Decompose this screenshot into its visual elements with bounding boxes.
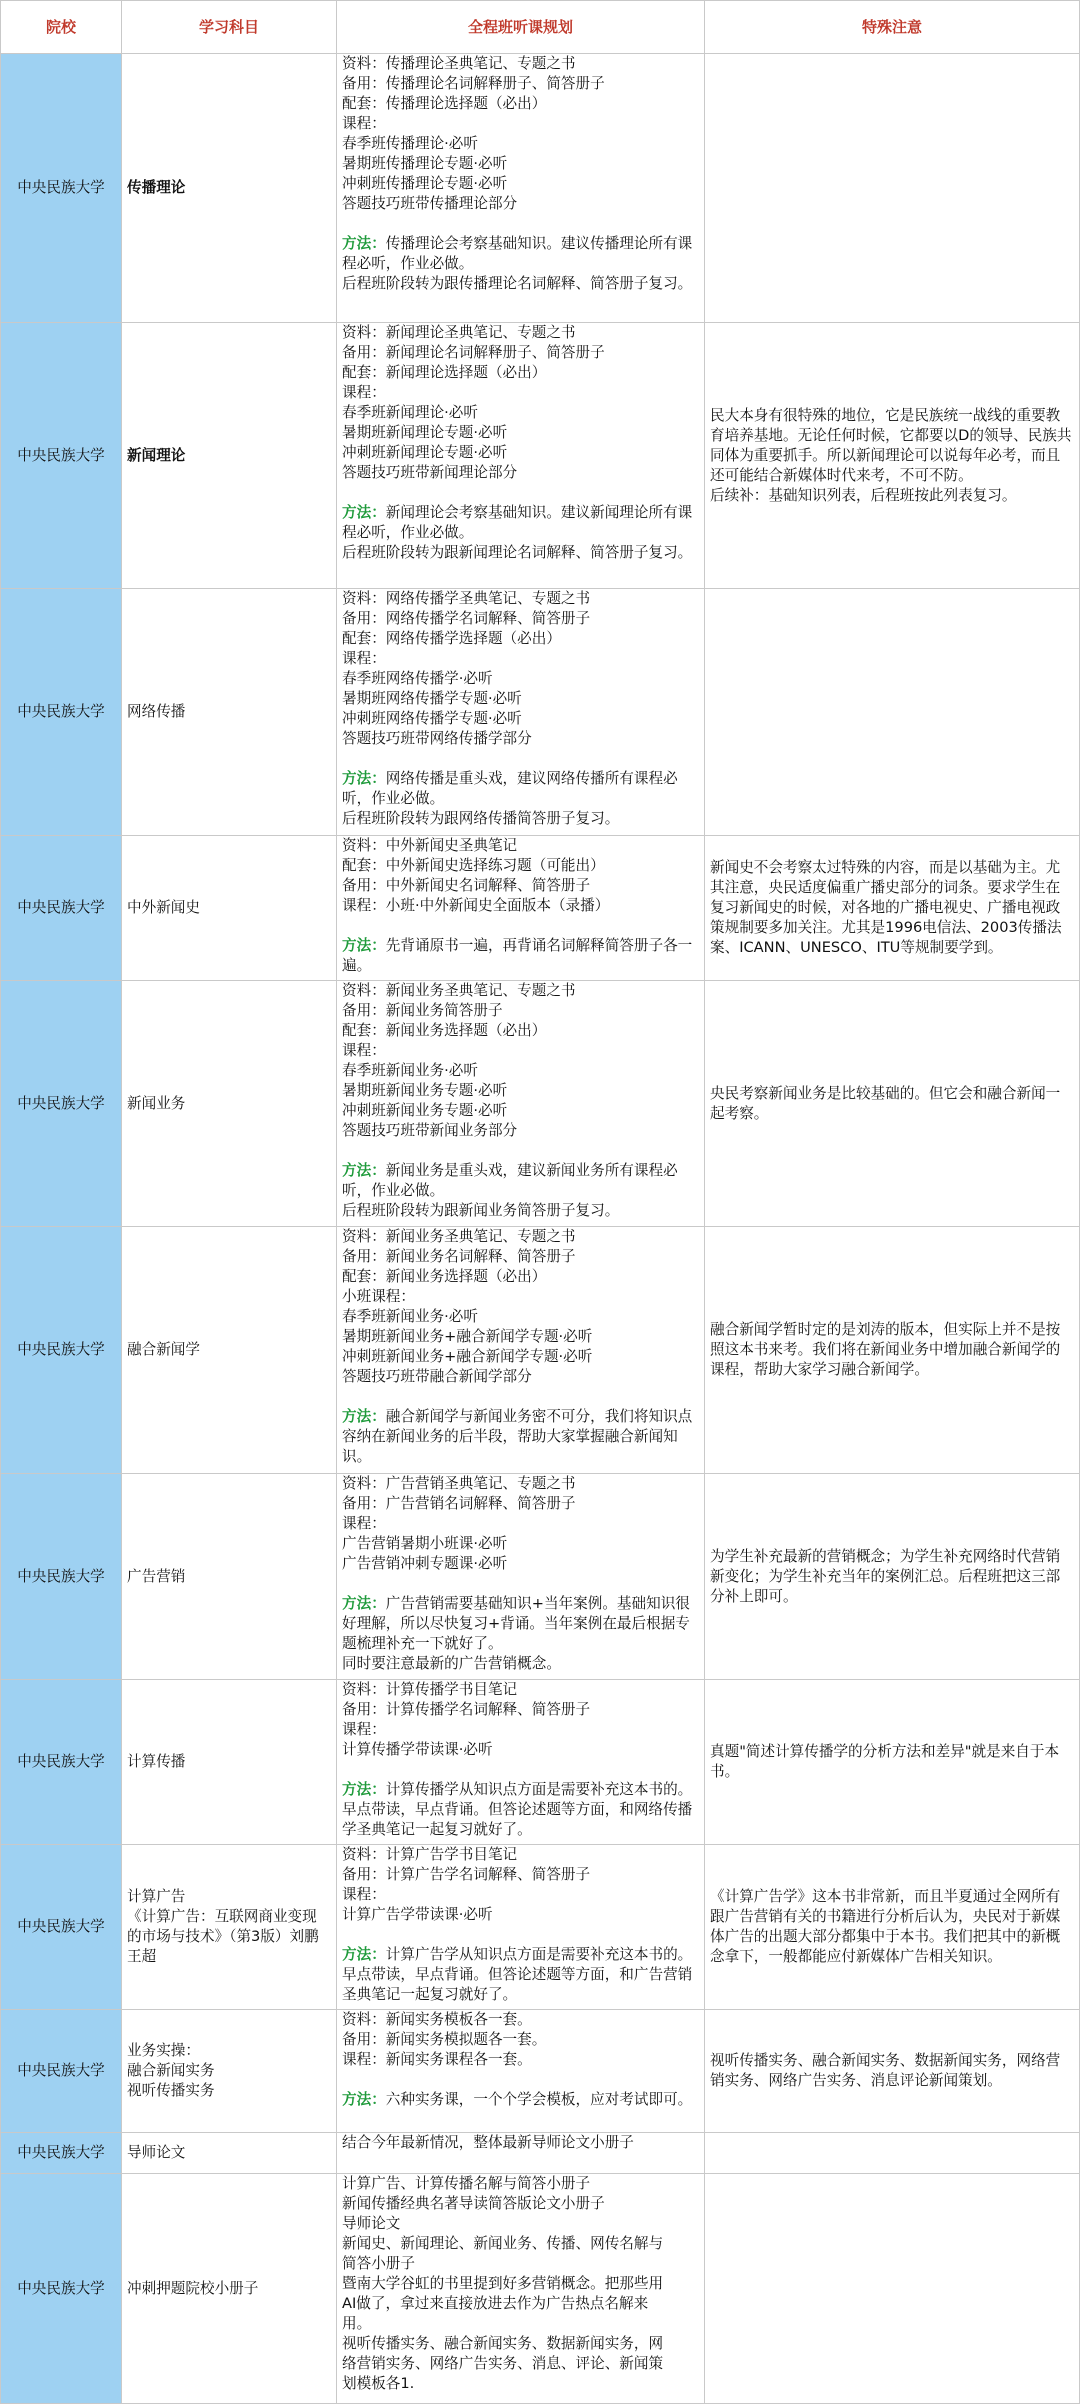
- table-row: [1, 836, 1080, 981]
- plan-line: 简答小册子: [342, 2255, 415, 2272]
- plan-line: 划模板各1.: [342, 2375, 415, 2392]
- plan-line: 暨南大学谷虹的书里提到好多营销概念。把那些用: [342, 2275, 664, 2292]
- plan-gap: [342, 1574, 699, 1594]
- note-cell: 为学生补充最新的营销概念；为学生补充网络时代营销新变化；为学生补充当年的案例汇总。后程班把这三部分补上即可。: [705, 1474, 1080, 1680]
- plan-gap: [342, 916, 699, 936]
- note-cell: 真题"简述计算传播学的分析方法和差异"就是来自于本书。: [705, 1680, 1080, 1845]
- subject-cell: 广告营销: [122, 1474, 337, 1680]
- subject-cell: 网络传播: [122, 589, 337, 836]
- table-row: [1, 54, 1080, 323]
- table-row: [1, 1845, 1080, 2010]
- method-label: 方法：: [342, 937, 386, 954]
- method-text: 方法：传播理论会考察基础知识。建议传播理论所有课程必听，作业必做。 后程班阶段转为跟传播理论名词解释、简答册子复习。: [342, 235, 693, 292]
- plan-gap: [342, 2070, 699, 2090]
- table-row: [1, 2010, 1080, 2133]
- note-cell: 视听传播实务、融合新闻实务、数据新闻实务，网络营销实务、网络广告实务、消息评论新闻策划。: [705, 2010, 1080, 2133]
- plan-line: 备用：网络传播学名词解释、简答册子: [342, 610, 591, 627]
- plan-line: 春季班新闻业务·必听: [342, 1062, 478, 1079]
- method-text: 方法：广告营销需要基础知识+当年案例。基础知识很好理解，所以尽快复习+背诵。当年案例在最后根据专题梳理补充一下就好了。 同时要注意最新的广告营销概念。: [342, 1595, 690, 1672]
- plan-line: 用。: [342, 2315, 372, 2332]
- plan-line: 配套：网络传播学选择题（必出）: [342, 630, 561, 647]
- note-cell: 《计算广告学》这本书非常新，而且半夏通过全网所有跟广告营销有关的书籍进行分析后认为，央民对于新媒体广告的出题大部分都集中于本书。我们把其中的新概念拿下，一般都能应付新媒体广告相关知识。: [705, 1845, 1080, 2010]
- plan-line: 资料：网络传播学圣典笔记、专题之书: [342, 590, 591, 607]
- plan-line: 备用：传播理论名词解释册子、简答册子: [342, 75, 605, 92]
- plan-cell: [337, 1845, 705, 2010]
- plan-line: 春季班新闻业务·必听: [342, 1308, 478, 1325]
- subject-cell: 新闻理论: [122, 323, 337, 589]
- plan-gap: [342, 749, 699, 769]
- plan-line: 资料：中外新闻史圣典笔记: [342, 837, 518, 854]
- method-label: 方法：: [342, 1408, 386, 1425]
- header-row: [1, 1, 1080, 54]
- school-cell: 中央民族大学: [1, 589, 122, 836]
- plan-line: 备用：新闻实务模拟题各一套。: [342, 2031, 547, 2048]
- plan-line: 课程：: [342, 384, 386, 401]
- subject-cell: 冲刺押题院校小册子: [122, 2174, 337, 2404]
- note-cell: [705, 54, 1080, 323]
- subject-cell: 计算传播: [122, 1680, 337, 1845]
- subject-cell: 新闻业务: [122, 981, 337, 1227]
- plan-line: 冲刺班新闻业务专题·必听: [342, 1102, 508, 1119]
- plan-line: 冲刺班传播理论专题·必听: [342, 175, 508, 192]
- subject-cell: 业务实操： 融合新闻实务 视听传播实务: [122, 2010, 337, 2133]
- plan-line: 资料：广告营销圣典笔记、专题之书: [342, 1475, 576, 1492]
- plan-line: 配套：新闻业务选择题（必出）: [342, 1268, 547, 1285]
- plan-line: 答题技巧班带新闻理论部分: [342, 464, 518, 481]
- note-cell: 民大本身有很特殊的地位，它是民族统一战线的重要教育培养基地。无论任何时候，它都要以D的领导、民族共同体为重要抓手。所以新闻理论可以说每年必考，而且还可能结合新媒体时代来考，不可不防。 后续补：基础知识列表，后程班按此列表复习。: [705, 323, 1080, 589]
- plan-cell: [337, 981, 705, 1227]
- plan-gap: [342, 1760, 699, 1780]
- plan-cell: [337, 1680, 705, 1845]
- plan-line: 广告营销暑期小班课·必听: [342, 1535, 508, 1552]
- plan-line: 新闻传播经典名著导读简答版论文小册子: [342, 2195, 605, 2212]
- plan-line: 答题技巧班带传播理论部分: [342, 195, 518, 212]
- plan-line: 配套：传播理论选择题（必出）: [342, 95, 547, 112]
- plan-line: 资料：计算广告学书目笔记: [342, 1846, 518, 1863]
- subject-cell: 传播理论: [122, 54, 337, 323]
- table-row: [1, 1474, 1080, 1680]
- plan-line: 备用：新闻业务简答册子: [342, 1002, 503, 1019]
- plan-line: 计算传播学带读课·必听: [342, 1741, 493, 1758]
- plan-line: 资料：计算传播学书目笔记: [342, 1681, 518, 1698]
- plan-line: 资料：新闻业务圣典笔记、专题之书: [342, 982, 576, 999]
- plan-line: 答题技巧班带网络传播学部分: [342, 730, 532, 747]
- header-school: 院校: [1, 1, 122, 54]
- school-cell: 中央民族大学: [1, 54, 122, 323]
- school-cell: 中央民族大学: [1, 1680, 122, 1845]
- plan-line: 课程：: [342, 1886, 386, 1903]
- school-cell: 中央民族大学: [1, 981, 122, 1227]
- plan-cell: [337, 2133, 705, 2174]
- method-text: 方法：六种实务课，一个个学会模板，应对考试即可。: [342, 2091, 693, 2108]
- method-text: 方法：新闻业务是重头戏，建议新闻业务所有课程必听，作业必做。 后程班阶段转为跟新闻业务简答册子复习。: [342, 1162, 678, 1219]
- plan-gap: [342, 214, 699, 234]
- subject-cell: 计算广告 《计算广告：互联网商业变现的市场与技术》（第3版）刘鹏 王超: [122, 1845, 337, 2010]
- plan-line: 配套：新闻业务选择题（必出）: [342, 1022, 547, 1039]
- plan-line: 备用：计算广告学名词解释、简答册子: [342, 1866, 591, 1883]
- plan-line: 暑期班新闻理论专题·必听: [342, 424, 508, 441]
- table-row: [1, 589, 1080, 836]
- plan-line: 课程：: [342, 650, 386, 667]
- note-cell: [705, 2133, 1080, 2174]
- plan-line: 导师论文: [342, 2215, 401, 2232]
- plan-line: 资料：新闻业务圣典笔记、专题之书: [342, 1228, 576, 1245]
- plan-line: 暑期班网络传播学专题·必听: [342, 690, 522, 707]
- plan-line: 春季班传播理论·必听: [342, 135, 478, 152]
- school-cell: 中央民族大学: [1, 2133, 122, 2174]
- method-text: 方法：先背诵原书一遍，再背诵名词解释简答册子各一遍。: [342, 937, 693, 974]
- plan-line: 广告营销冲刺专题课·必听: [342, 1555, 508, 1572]
- table-body: [1, 54, 1080, 2404]
- plan-line: 春季班新闻理论·必听: [342, 404, 478, 421]
- plan-line: 备用：新闻理论名词解释册子、简答册子: [342, 344, 605, 361]
- plan-gap: [342, 483, 699, 503]
- plan-line: 答题技巧班带融合新闻学部分: [342, 1368, 532, 1385]
- table-row: [1, 2174, 1080, 2404]
- school-cell: 中央民族大学: [1, 2010, 122, 2133]
- school-cell: 中央民族大学: [1, 323, 122, 589]
- plan-line: 配套：新闻理论选择题（必出）: [342, 364, 547, 381]
- table-row: [1, 2133, 1080, 2174]
- note-cell: [705, 2174, 1080, 2404]
- plan-line: 备用：广告营销名词解释、简答册子: [342, 1495, 576, 1512]
- plan-line: 课程：: [342, 1515, 386, 1532]
- plan-gap: [342, 1141, 699, 1161]
- plan-cell: [337, 2010, 705, 2133]
- school-cell: 中央民族大学: [1, 836, 122, 981]
- plan-line: 暑期班新闻业务专题·必听: [342, 1082, 508, 1099]
- plan-line: 小班课程：: [342, 1288, 415, 1305]
- method-label: 方法：: [342, 1162, 386, 1179]
- plan-line: 备用：新闻业务名词解释、简答册子: [342, 1248, 576, 1265]
- plan-cell: [337, 836, 705, 981]
- method-label: 方法：: [342, 770, 386, 787]
- header-plan: 全程班听课规划: [337, 1, 705, 54]
- subject-cell: 导师论文: [122, 2133, 337, 2174]
- plan-cell: [337, 54, 705, 323]
- plan-line: 课程：: [342, 115, 386, 132]
- plan-line: 答题技巧班带新闻业务部分: [342, 1122, 518, 1139]
- plan-line: 新闻史、新闻理论、新闻业务、传播、网传名解与: [342, 2235, 664, 2252]
- plan-cell: [337, 1474, 705, 1680]
- method-text: 方法：计算传播学从知识点方面是需要补充这本书的。早点带读，早点背诵。但答论述题等方面，和网络传播学圣典笔记一起复习就好了。: [342, 1781, 693, 1838]
- plan-line: 备用：中外新闻史名词解释、简答册子: [342, 877, 591, 894]
- plan-cell: [337, 323, 705, 589]
- plan-gap: [342, 1925, 699, 1945]
- plan-line: 课程：新闻实务课程各一套。: [342, 2051, 532, 2068]
- plan-line: 备用：计算传播学名词解释、简答册子: [342, 1701, 591, 1718]
- plan-line: 课程：: [342, 1042, 386, 1059]
- note-cell: [705, 589, 1080, 836]
- plan-line: 计算广告、计算传播名解与简答小册子: [342, 2175, 591, 2192]
- method-label: 方法：: [342, 235, 386, 252]
- table-row: [1, 1680, 1080, 1845]
- plan-cell: [337, 589, 705, 836]
- plan-line: 资料：新闻理论圣典笔记、专题之书: [342, 324, 576, 341]
- plan-line: 络营销实务、网络广告实务、消息、评论、新闻策: [342, 2355, 664, 2372]
- plan-line: 课程：小班·中外新闻史全面版本（录播）: [342, 897, 610, 914]
- plan-line: 视听传播实务、融合新闻实务、数据新闻实务，网: [342, 2335, 664, 2352]
- header-subject: 学习科目: [122, 1, 337, 54]
- plan-line: 春季班网络传播学·必听: [342, 670, 493, 687]
- plan-line: 配套：中外新闻史选择练习题（可能出）: [342, 857, 605, 874]
- plan-gap: [342, 1387, 699, 1407]
- plan-line: 资料：传播理论圣典笔记、专题之书: [342, 55, 576, 72]
- plan-line: 资料：新闻实务模板各一套。: [342, 2011, 532, 2028]
- plan-line: 课程：: [342, 1721, 386, 1738]
- school-cell: 中央民族大学: [1, 2174, 122, 2404]
- header-note: 特殊注意: [705, 1, 1080, 54]
- method-label: 方法：: [342, 1781, 386, 1798]
- table-row: [1, 1227, 1080, 1474]
- method-label: 方法：: [342, 504, 386, 521]
- school-cell: 中央民族大学: [1, 1227, 122, 1474]
- method-label: 方法：: [342, 1946, 386, 1963]
- method-label: 方法：: [342, 1595, 386, 1612]
- subject-cell: 融合新闻学: [122, 1227, 337, 1474]
- plan-line: 暑期班传播理论专题·必听: [342, 155, 508, 172]
- plan-line: 暑期班新闻业务+融合新闻学专题·必听: [342, 1328, 593, 1345]
- plan-line: AI做了，拿过来直接放进去作为广告热点名解来: [342, 2295, 649, 2312]
- school-cell: 中央民族大学: [1, 1474, 122, 1680]
- method-text: 方法：网络传播是重头戏，建议网络传播所有课程必听，作业必做。 后程班阶段转为跟网络传播简答册子复习。: [342, 770, 678, 827]
- note-cell: 新闻史不会考察太过特殊的内容，而是以基础为主。尤其注意，央民适度偏重广播史部分的词条。要求学生在复习新闻史的时候，对各地的广播电视史、广播电视政策规制要多加关注。尤其是1996电信法、2003传播法案、ICANN、UNESCO、ITU等规制要学到。: [705, 836, 1080, 981]
- school-cell: 中央民族大学: [1, 1845, 122, 2010]
- note-cell: 央民考察新闻业务是比较基础的。但它会和融合新闻一起考察。: [705, 981, 1080, 1227]
- method-text: 方法：融合新闻学与新闻业务密不可分，我们将知识点容纳在新闻业务的后半段，帮助大家掌握融合新闻知识。: [342, 1408, 693, 1465]
- plan-line: 冲刺班新闻业务+融合新闻学专题·必听: [342, 1348, 593, 1365]
- plan-line: 冲刺班网络传播学专题·必听: [342, 710, 522, 727]
- subject-cell: 中外新闻史: [122, 836, 337, 981]
- table-row: [1, 323, 1080, 589]
- method-text: 方法：新闻理论会考察基础知识。建议新闻理论所有课程必听，作业必做。 后程班阶段转为跟新闻理论名词解释、简答册子复习。: [342, 504, 693, 561]
- plan-line: 计算广告学带读课·必听: [342, 1906, 493, 1923]
- plan-cell: [337, 2174, 705, 2404]
- plan-line: 冲刺班新闻理论专题·必听: [342, 444, 508, 461]
- plan-cell: [337, 1227, 705, 1474]
- note-cell: 融合新闻学暂时定的是刘涛的版本，但实际上并不是按照这本书来考。我们将在新闻业务中增加融合新闻学的课程，帮助大家学习融合新闻学。: [705, 1227, 1080, 1474]
- method-label: 方法：: [342, 2091, 386, 2108]
- plan-line: 结合今年最新情况，整体最新导师论文小册子: [342, 2134, 634, 2151]
- method-text: 方法：计算广告学从知识点方面是需要补充这本书的。早点带读，早点背诵。但答论述题等方面，和广告营销圣典笔记一起复习就好了。: [342, 1946, 693, 2003]
- table-row: [1, 981, 1080, 1227]
